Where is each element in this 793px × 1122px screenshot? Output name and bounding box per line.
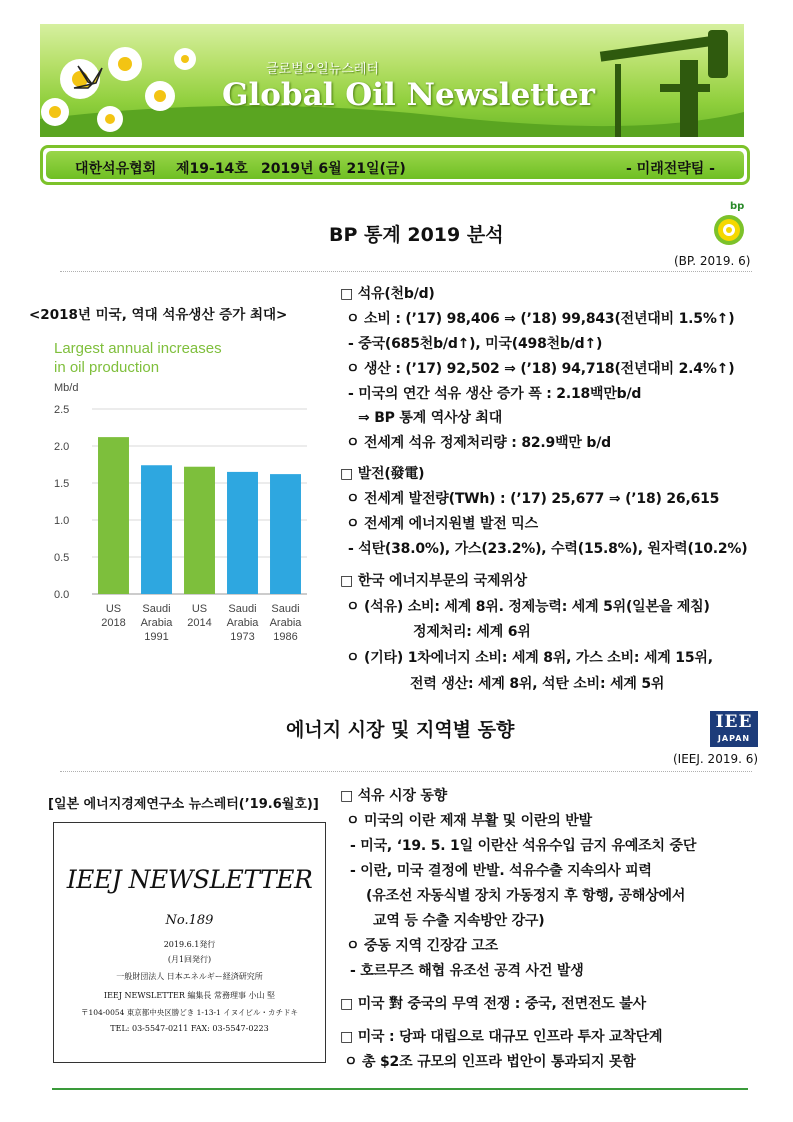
us-infrastructure-heading: □ 미국 : 당파 대립으로 대규모 인프라 투자 교착단계 <box>340 1029 663 1045</box>
bp-logo-icon <box>712 203 746 247</box>
iran-response: - 이란, 미국 결정에 반발. 석유수출 지속의사 피력 <box>350 863 652 879</box>
chart-bar <box>270 474 301 594</box>
ieej-caption: [일본 에너지경제연구소 뉴스레터(’19.6월호)] <box>48 797 319 812</box>
section1-title: BP 통계 2019 분석 <box>329 224 504 246</box>
korea-energy-rank: ㅇ (기타) 1차에너지 소비: 세계 8위, 가스 소비: 세계 15위, <box>346 650 713 666</box>
chart-x-tick-label: 1973 <box>230 631 255 643</box>
section-divider <box>60 771 752 772</box>
chart-x-tick-label: Saudi <box>228 603 257 615</box>
refinery-throughput: ㅇ 전세계 석유 정제처리량 : 82.9백만 b/d <box>346 435 611 451</box>
ieej-cover-publisher: 一般財団法人 日本エネルギー経済研究所 <box>116 972 263 981</box>
chart-x-tick-label: US <box>191 603 208 615</box>
us-waiver-end: - 미국, ‘19. 5. 1일 이란산 석유수입 금지 유예조치 중단 <box>350 838 697 854</box>
chart-y-tick-label: 2.5 <box>54 404 70 416</box>
ieej-japan-logo-icon <box>710 711 758 747</box>
chart-x-tick-label: Saudi <box>142 603 171 615</box>
banner-subtitle: 글로벌오일뉴스레터 <box>266 62 380 77</box>
oil-heading: □ 석유(천b/d) <box>340 286 435 302</box>
oil-consumption-detail: - 중국(685천b/d↑), 미국(498천b/d↑) <box>348 336 603 352</box>
ieej-cover-title: IEEJ NEWSLETTER <box>66 865 313 894</box>
korea-power-rank: 전력 생산: 세계 8위, 석탄 소비: 세계 5위 <box>410 676 665 692</box>
chart-x-tick-label: Saudi <box>271 603 300 615</box>
ieej-logo-japan: JAPAN <box>717 734 751 743</box>
ieej-cover-frequency: (月1回発行) <box>167 955 212 964</box>
section-divider <box>60 271 752 272</box>
issue-number: 제19-14호 <box>176 161 248 177</box>
iran-response-detail1: (유조선 자동식별 장치 가동정지 후 항행, 공해상에서 <box>366 888 686 904</box>
us-production-increase: - 미국의 연간 석유 생산 증가 폭 : 2.18백만b/d <box>348 386 642 402</box>
issue-date: 2019년 6월 21일(금) <box>261 161 406 177</box>
ieej-newsletter-cover <box>53 822 326 1063</box>
oil-production-chart <box>52 335 322 655</box>
power-heading: □ 발전(發電) <box>340 466 425 482</box>
org-name: 대한석유협회 <box>75 161 157 177</box>
korea-refining-rank: 정제처리: 세계 6위 <box>413 624 531 640</box>
chart-y-tick-label: 1.0 <box>54 515 70 527</box>
oil-production: ㅇ 생산 : (’17) 92,502 ⇒ (’18) 94,718(전년대비 2.4%↑) <box>346 361 735 377</box>
chart-bar <box>227 472 258 594</box>
chart-x-tick-label: 1991 <box>144 631 169 643</box>
chart-x-labels <box>101 603 302 643</box>
iran-sanctions: ㅇ 미국의 이란 제재 부활 및 이란의 반발 <box>346 813 592 829</box>
ieej-cover-address: 〒104-0054 東京都中央区勝どき 1-13-1 イヌイビル・カチドキ <box>80 1008 299 1017</box>
chart-x-tick-label: Arabia <box>269 617 302 629</box>
bp-logo-text: bp <box>730 201 745 212</box>
power-mix-heading: ㅇ 전세계 에너지원별 발전 믹스 <box>346 516 538 532</box>
chart-bar <box>98 437 129 594</box>
ieej-cover-number: No.189 <box>165 913 214 928</box>
chart-title-line2: in oil production <box>54 359 160 376</box>
iran-response-detail2: 교역 등 수출 지속방안 강구) <box>373 913 545 929</box>
newsletter-banner <box>40 24 744 137</box>
chart-x-tick-label: US <box>105 603 122 615</box>
banner-title: Global Oil Newsletter <box>222 77 595 113</box>
chart-x-tick-label: 2014 <box>187 617 212 629</box>
ieej-logo-text: IEE <box>715 712 753 732</box>
chart-y-tick-label: 0.0 <box>54 589 70 601</box>
chart-unit-label: Mb/d <box>54 382 79 394</box>
power-mix-detail: - 석탄(38.0%), 가스(23.2%), 수력(15.8%), 원자력(10.2%) <box>348 541 748 557</box>
chart-x-tick-label: Arabia <box>140 617 173 629</box>
oil-market-heading: □ 석유 시장 동향 <box>340 788 447 804</box>
section2-title: 에너지 시장 및 지역별 동향 <box>286 719 515 741</box>
middle-east-tension: ㅇ 중동 지역 긴장감 고조 <box>346 938 498 954</box>
korea-heading: □ 한국 에너지부문의 국제위상 <box>340 573 527 589</box>
power-generation: ㅇ 전세계 발전량(TWh) : (’17) 25,677 ⇒ (’18) 26,615 <box>346 491 720 507</box>
chart-bar <box>184 467 215 594</box>
chart-y-tick-label: 2.0 <box>54 441 70 453</box>
chart-y-tick-label: 1.5 <box>54 478 70 490</box>
ieej-cover-date: 2019.6.1発行 <box>163 940 216 949</box>
ieej-cover-contact: TEL: 03-5547-0211 FAX: 03-5547-0223 <box>110 1024 269 1033</box>
oil-consumption: ㅇ 소비 : (’17) 98,406 ⇒ (’18) 99,843(전년대비 1.5%↑) <box>346 311 735 327</box>
chart-bars <box>98 437 301 594</box>
trade-war-heading: □ 미국 對 중국의 무역 전쟁 : 중국, 전면전도 불사 <box>340 996 646 1012</box>
infrastructure-bill: ㅇ 총 $2조 규모의 인프라 법안이 통과되지 못함 <box>344 1054 636 1070</box>
chart-gridlines <box>54 404 307 601</box>
team-name: - 미래전략팀 - <box>626 161 715 177</box>
ieej-cover-editor: IEEJ NEWSLETTER 編集長 常務理事 小山 堅 <box>103 991 276 1000</box>
section2-source: (IEEJ. 2019. 6) <box>673 752 759 766</box>
hormuz-attack: - 호르무즈 해협 유조선 공격 사건 발생 <box>350 963 584 979</box>
korea-oil-rank: ㅇ (석유) 소비: 세계 8위. 정제능력: 세계 5위(일본을 제침) <box>346 599 710 615</box>
chart-title-line1: Largest annual increases <box>54 340 222 357</box>
chart-x-tick-label: Arabia <box>226 617 259 629</box>
chart-y-tick-label: 0.5 <box>54 552 70 564</box>
chart-caption: <2018년 미국, 역대 석유생산 증가 최대> <box>29 307 288 323</box>
issue-info-bar <box>40 145 750 185</box>
section1-source: (BP. 2019. 6) <box>674 254 751 268</box>
bottom-rule <box>52 1088 748 1090</box>
bp-record-note: ⇒ BP 통계 역사상 최대 <box>358 410 503 426</box>
chart-bar <box>141 465 172 594</box>
chart-x-tick-label: 2018 <box>101 617 126 629</box>
chart-x-tick-label: 1986 <box>273 631 298 643</box>
